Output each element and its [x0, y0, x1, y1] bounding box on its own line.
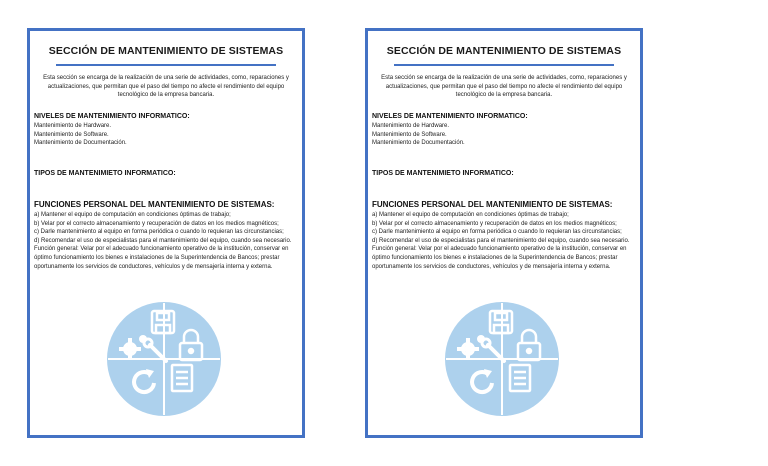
list-item: c) Darle mantenimiento al equipo en forma periódica o cuando lo requieran las circunstancias; [372, 229, 622, 236]
funciones-heading: FUNCIONES PERSONAL DEL MANTENIMIENTO DE SISTEMAS: [34, 200, 275, 209]
maintenance-emblem [106, 301, 222, 417]
niveles-list [372, 122, 634, 148]
list-item: Mantenimiento de Documentación. [372, 140, 465, 147]
list-item: d) Recomendar el uso de especialistas para el mantenimiento del equipo, cuando sea necesario. [372, 237, 630, 244]
list-item: c) Darle mantenimiento al equipo en forma periódica o cuando lo requieran las circunstancias; [34, 229, 284, 236]
maintenance-emblem [444, 301, 560, 417]
list-item: a) Mantener el equipo de computación en condiciones óptimas de trabajo; [34, 212, 231, 218]
list-item: b) Velar por el correcto almacenamiento y recuperación de datos en los medios magnéticos; [34, 220, 279, 227]
intro-text: Esta sección se encarga de la realización de una serie de actividades, como, reparaciones y actualizaciones, que permitan que el paso del tiempo no afecte el rendimiento del equipo tecnológico de la empresa bancaria. [381, 75, 627, 99]
funciones-list [34, 211, 296, 271]
tipos-heading: TIPOS DE MANTENIMIETO INFORMATICO: [372, 170, 514, 177]
document-card-left [27, 28, 305, 438]
niveles-heading: NIVELES DE MANTENIMIENTO INFORMATICO: [372, 113, 528, 120]
funciones-list [372, 211, 634, 271]
list-item: b) Velar por el correcto almacenamiento y recuperación de datos en los medios magnéticos; [372, 220, 617, 227]
list-item: d) Recomendar el uso de especialistas para el mantenimiento del equipo, cuando sea necesario. [34, 237, 292, 244]
list-item: Mantenimiento de Hardware. [34, 123, 112, 129]
list-item: Mantenimiento de Software. [372, 131, 447, 138]
title-divider [56, 64, 276, 66]
funciones-heading: FUNCIONES PERSONAL DEL MANTENIMIENTO DE SISTEMAS: [372, 200, 613, 209]
list-item: Función general: Velar por el adecuado funcionamiento operativo de la institución, conservar en óptimo funcionamiento los bienes e instalaciones de la Superintendencia de Bancos; prestar oportunamente los servicios de conductores, vehículos y de mensajería interna y externa. [34, 246, 289, 270]
intro-text: Esta sección se encarga de la realización de una serie de actividades, como, reparaciones y actualizaciones, que permitan que el paso del tiempo no afecte el rendimiento del equipo tecnológico de la empresa bancaria. [43, 75, 289, 99]
list-item: Función general: Velar por el adecuado funcionamiento operativo de la institución, conservar en óptimo funcionamiento los bienes e instalaciones de la Superintendencia de Bancos; prestar oportunamente los servicios de conductores, vehículos y de mensajería interna y externa. [372, 246, 627, 270]
document-card-right [365, 28, 643, 438]
niveles-list [34, 122, 296, 148]
list-item: a) Mantener el equipo de computación en condiciones óptimas de trabajo; [372, 212, 569, 218]
page-title: SECCIÓN DE MANTENIMIENTO DE SISTEMAS [386, 45, 622, 57]
tipos-heading: TIPOS DE MANTENIMIETO INFORMATICO: [34, 170, 176, 177]
list-item: Mantenimiento de Software. [34, 131, 109, 138]
list-item: Mantenimiento de Documentación. [34, 140, 127, 147]
niveles-heading: NIVELES DE MANTENIMIENTO INFORMATICO: [34, 113, 190, 120]
list-item: Mantenimiento de Hardware. [372, 123, 450, 129]
page-title: SECCIÓN DE MANTENIMIENTO DE SISTEMAS [48, 45, 284, 57]
title-divider [394, 64, 614, 66]
